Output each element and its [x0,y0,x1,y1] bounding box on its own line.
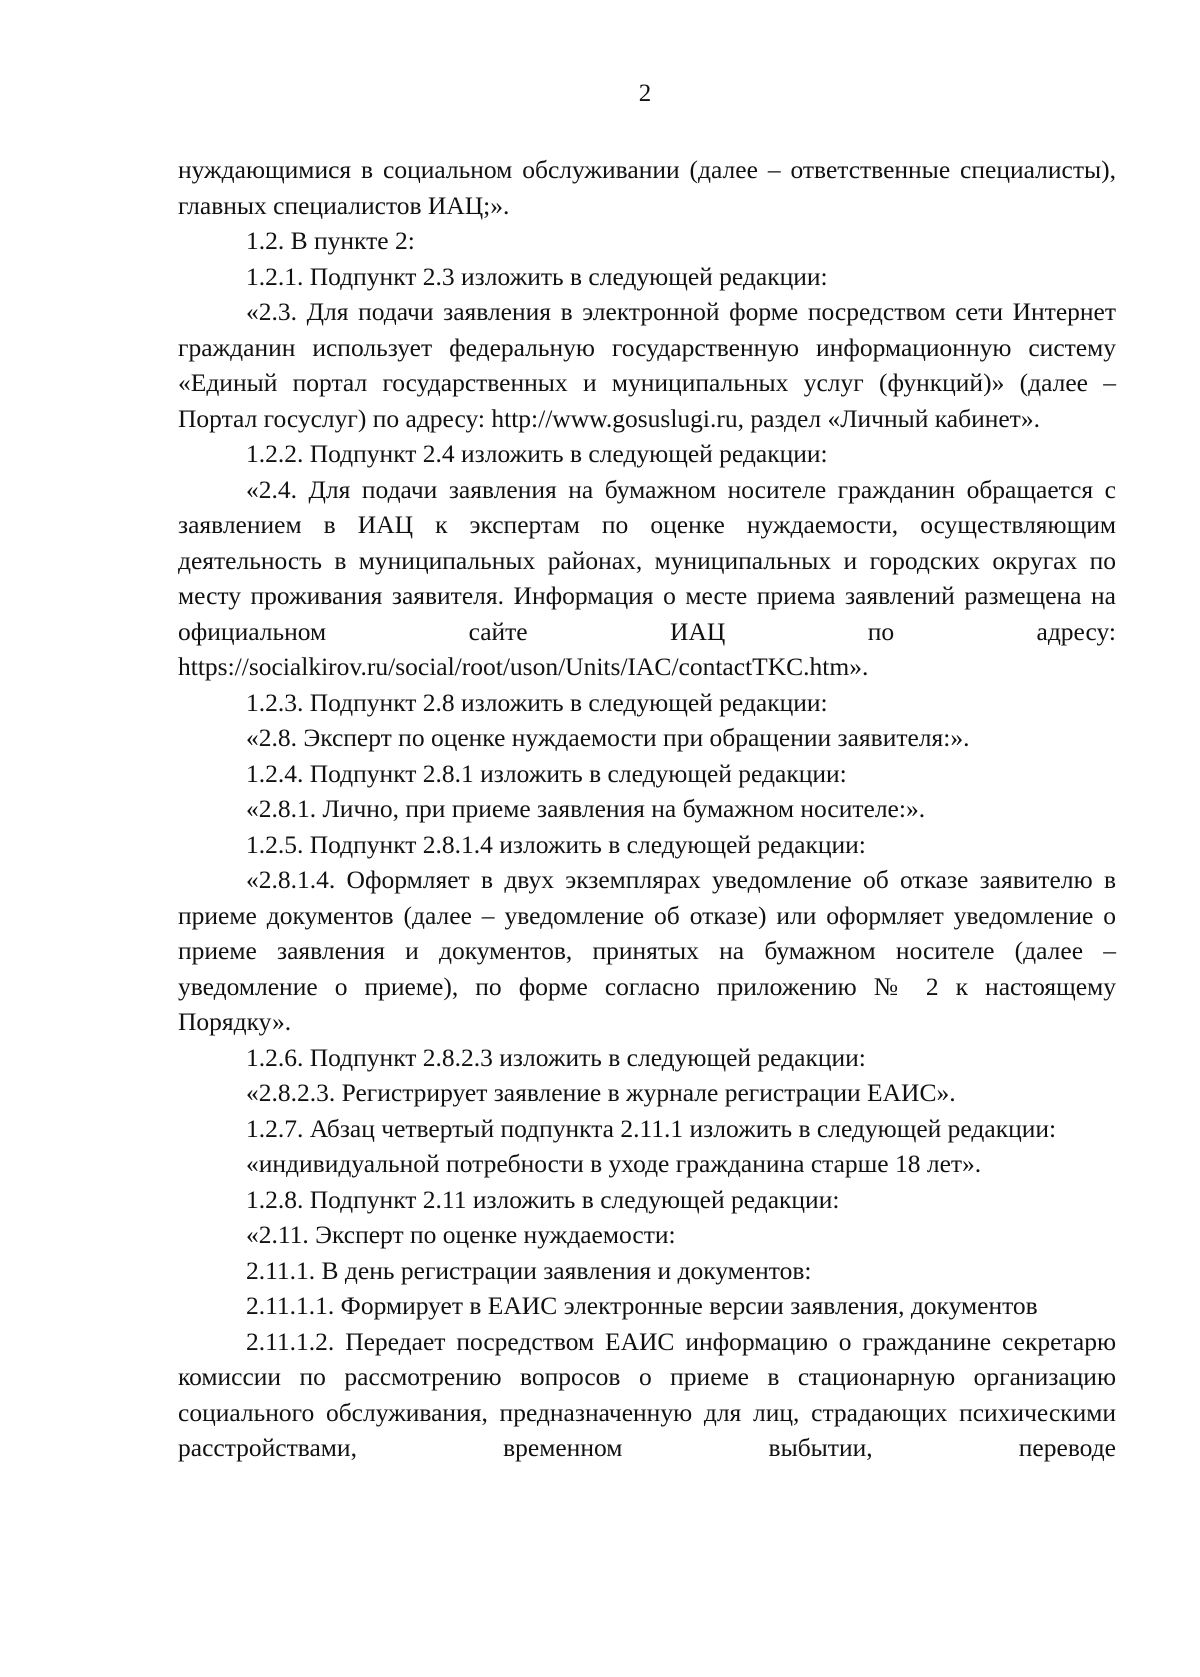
paragraph-1-2-3: 1.2.3. Подпункт 2.8 изложить в следующей редакции: [246,687,828,717]
paragraph-2-8-2-3-quote: «2.8.2.3. Регистрирует заявление в журнале регистрации ЕАИС». [246,1078,956,1107]
paragraph-1-2-4: 1.2.4. Подпункт 2.8.1 изложить в следующей редакции: [246,758,847,788]
paragraph-1-2-6: 1.2.6. Подпункт 2.8.2.3 изложить в следующей редакции: [246,1042,866,1072]
paragraph-2-11-1: 2.11.1. В день регистрации заявления и документов: [246,1255,812,1285]
document-body [178,152,1116,1466]
paragraph-1-2-1: 1.2.1. Подпункт 2.3 изложить в следующей редакции: [246,261,828,291]
paragraph-2-11-quote: «2.11. Эксперт по оценке нуждаемости: [246,1220,676,1249]
paragraph-1-2-2: 1.2.2. Подпункт 2.4 изложить в следующей редакции: [246,439,828,468]
paragraph-1-2-7: 1.2.7. Абзац четвертый подпункта 2.11.1 изложить в следующей редакции: [246,1113,1057,1143]
paragraph-2-4-quote: «2.4. Для подачи заявления на бумажном носителе гражданин обращается с заявлением в ИАЦ к экспертам по оценке нуждаемости, осуществляющим деятельность в муниципальных районах, муниципальных и городских округах по месту проживания заявителя. Информация о месте приема заявлений размещена на официальном сайте ИАЦ по адресу: https://socialkirov.ru/social/root/uson/Units/IAC/contactTKC.htm». [178,474,1116,681]
paragraph-2-3-quote: «2.3. Для подачи заявления в электронной форме посредством сети Интернет гражданин использует федеральную государственную информационную систему «Единый портал государственных и муниципальных услуг (функций)» (далее – Портал госуслуг) по адресу: http://www.gosuslugi.ru, раздел «Личный кабинет». [178,297,1116,433]
paragraph-2-11-1-2: 2.11.1.2. Передает посредством ЕАИС информацию о гражданине секретарю комиссии по рассмотрению вопросов о приеме в стационарную организацию социального обслуживания, предназначенную для лиц, страдающих психическими расстройствами, временном выбытии, переводе [178,1326,1116,1462]
page-number: 2 [638,80,652,107]
paragraph-2-11-1-1: 2.11.1.1. Формирует в ЕАИС электронные версии заявления, документов [246,1291,1038,1320]
paragraph-2-8-1-4-quote: «2.8.1.4. Оформляет в двух экземплярах уведомление об отказе заявителю в приеме документов (далее – уведомление об отказе) или оформляет уведомление о приеме заявления и документов, принятых на бумажном носителе (далее – уведомление о приеме), по форме согласно приложению № 2 к настоящему Порядку». [178,865,1116,1036]
paragraph-continuation: нуждающимися в социальном обслуживании (далее – ответственные специалисты), главных специалистов ИАЦ;». [178,155,1116,220]
paragraph-2-8-1-quote: «2.8.1. Лично, при приеме заявления на бумажном носителе:». [246,794,926,823]
paragraph-1-2-5: 1.2.5. Подпункт 2.8.1.4 изложить в следующей редакции: [246,829,866,859]
paragraph-1-2: 1.2. В пункте 2: [246,226,415,255]
paragraph-2-8-quote: «2.8. Эксперт по оценке нуждаемости при обращении заявителя:». [246,723,970,752]
paragraph-individual-need-quote: «индивидуальной потребности в уходе гражданина старше 18 лет». [246,1149,982,1178]
paragraph-1-2-8: 1.2.8. Подпункт 2.11 изложить в следующей редакции: [246,1184,840,1214]
